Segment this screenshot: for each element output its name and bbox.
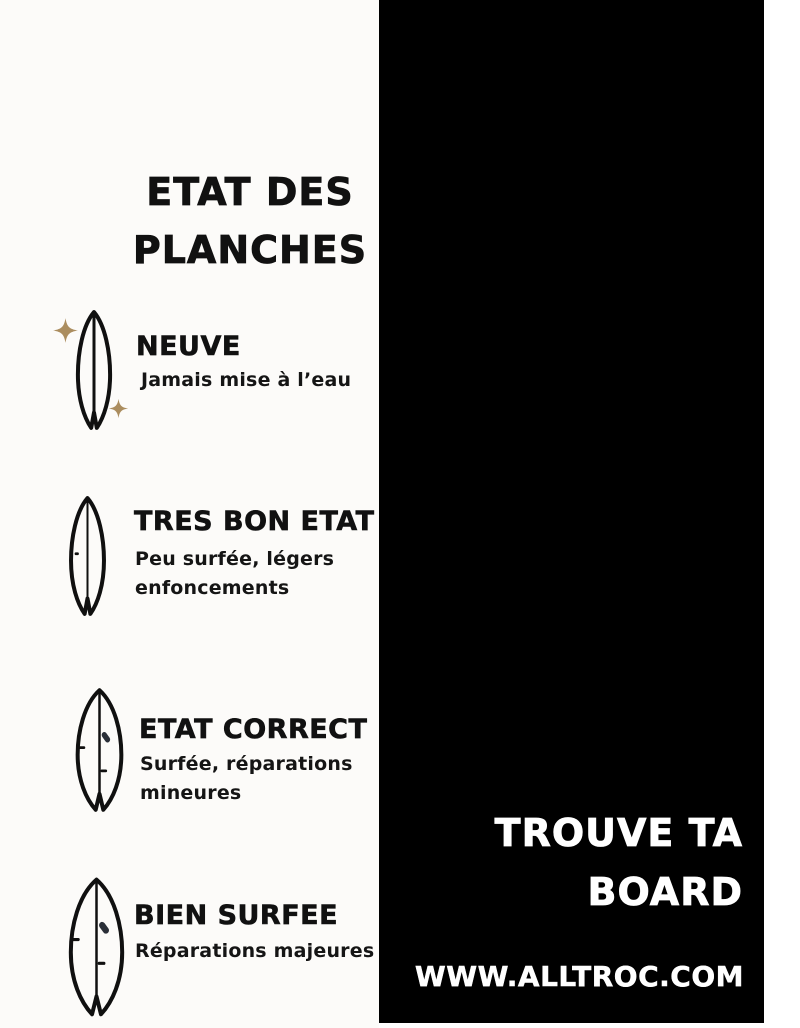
condition-description: Jamais mise à l’eau [141,369,352,391]
brand-headline [495,804,743,922]
condition-description: Surfée, réparations mineures [140,753,353,804]
condition-name: NEUVE [136,331,241,362]
sparkle-icon [52,317,79,344]
brand-headline-line1: TROUVE TA [494,811,743,855]
surfboard-minor-repairs-icon [71,687,128,814]
condition-name: TRES BON ETAT [134,506,375,537]
conditions-section [0,0,379,1028]
surfboard-major-repairs-icon [63,876,130,1019]
page-title-line2: PLANCHES [132,228,368,272]
website-url: WWW.ALLTROC.COM [414,960,744,993]
condition-name: BIEN SURFEE [134,900,339,931]
brand-headline-line2: BOARD [587,870,743,914]
condition-name: ETAT CORRECT [139,714,368,745]
condition-description: Peu surfée, légers enfoncements [135,548,335,599]
page-title-line1: ETAT DES [146,170,354,214]
sparkle-icon [108,398,129,419]
condition-description: Réparations majeures [135,940,375,962]
page-title [100,163,400,279]
surfboard-small-ding-icon [66,495,109,618]
